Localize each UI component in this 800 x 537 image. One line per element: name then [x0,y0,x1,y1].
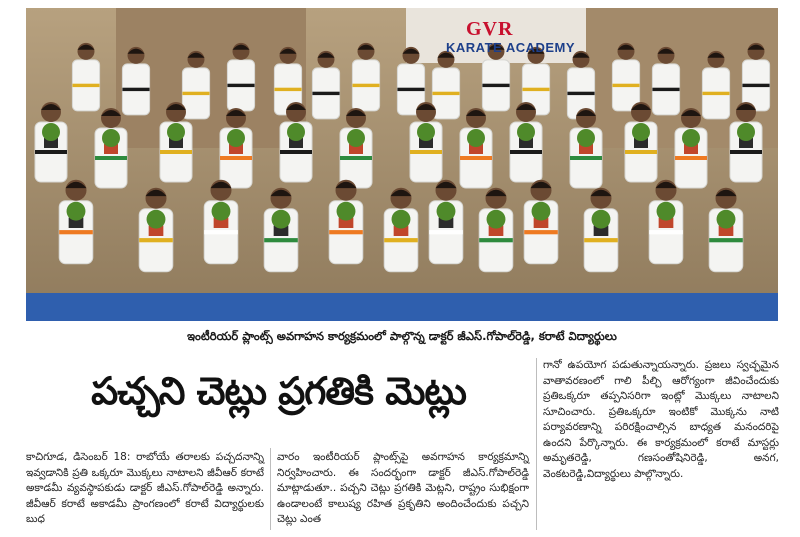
news-photo [26,8,778,321]
banner-academy-text: KARATE ACADEMY [446,40,576,55]
article-paragraph: కాచిగూడ, డిసెంబర్ 18: రాబోయే తరాలకు పచ్చదనాన్ని ఇవ్వడానికి ప్రతి ఒక్కరూ మొక్కలు నాటాలని జీవీఆర్ కరాటే అకాడమీ వ్యవస్థాపకుడు డాక్టర్ జీఎస్.గోపాల్‌రెడ్డి అన్నారు. జీవీఆర్ కరాటే అకాడమీ ప్రాంగణంలో కరాటే విద్యార్థులకు బుధ [26,451,264,525]
photo-caption: ఇంటీరియర్ ప్లాంట్స్ అవగాహన కార్యక్రమంలో పాల్గొన్న డాక్టర్ జీఎస్.గోపాల్‌రెడ్డి, కరాటే విద్యార్థులు [187,328,617,343]
column-divider [270,448,271,530]
article-column-1 [26,450,264,528]
article-column-2 [277,450,529,528]
article-paragraph: గానో ఉపయోగ పడుతున్నాయన్నారు. ప్రజలు స్వచ్ఛమైన వాతావరణంలో గాలి పీల్చి ఆరోగ్యంగా జీవించేందుకు ప్రతిఒక్కరూ తప్పనిసరిగా ఇంట్లో మొక్కలు నాటాలని సూచించారు. ప్రతిఒక్కరూ ఇంటికో మొక్కను నాటి పర్యావరణాన్ని పరిరక్షించాల్సిన బాధ్యత మనందరిపై ఉందని పేర్కొన్నారు. ఈ కార్యక్రమంలో కరాటే మాస్టర్లు అమృతరెడ్డి, గణసంతోషినిరెడ్డి, అనగ, వెంకటరెడ్డి,విద్యార్థులు పాల్గొన్నారు. [543,359,779,480]
article-paragraph: వారం ఇంటీరియర్ ప్లాంట్స్‌పై అవగాహన కార్యక్రమాన్ని నిర్వహించారు. ఈ సందర్భంగా డాక్టర్ జీఎస్.గోపాల్‌రెడ్డి మాట్లాడుతూ.. పచ్చని చెట్లు ప్రగతికి మెట్లని, రాష్ట్రం సుభిక్షంగా ఉండాలంటే కాలుష్య రహిత ప్రకృతిని అందించేందుకు పచ్చని చెట్లు ఎంత [277,451,529,525]
photo-illustration [26,8,778,321]
article-headline: పచ్చని చెట్లు ప్రగతికి మెట్లు [91,369,466,413]
article-column-3 [543,358,779,482]
banner-logo-text: GVR [466,18,514,40]
blue-floor-mat [26,293,778,321]
column-divider [536,358,537,530]
